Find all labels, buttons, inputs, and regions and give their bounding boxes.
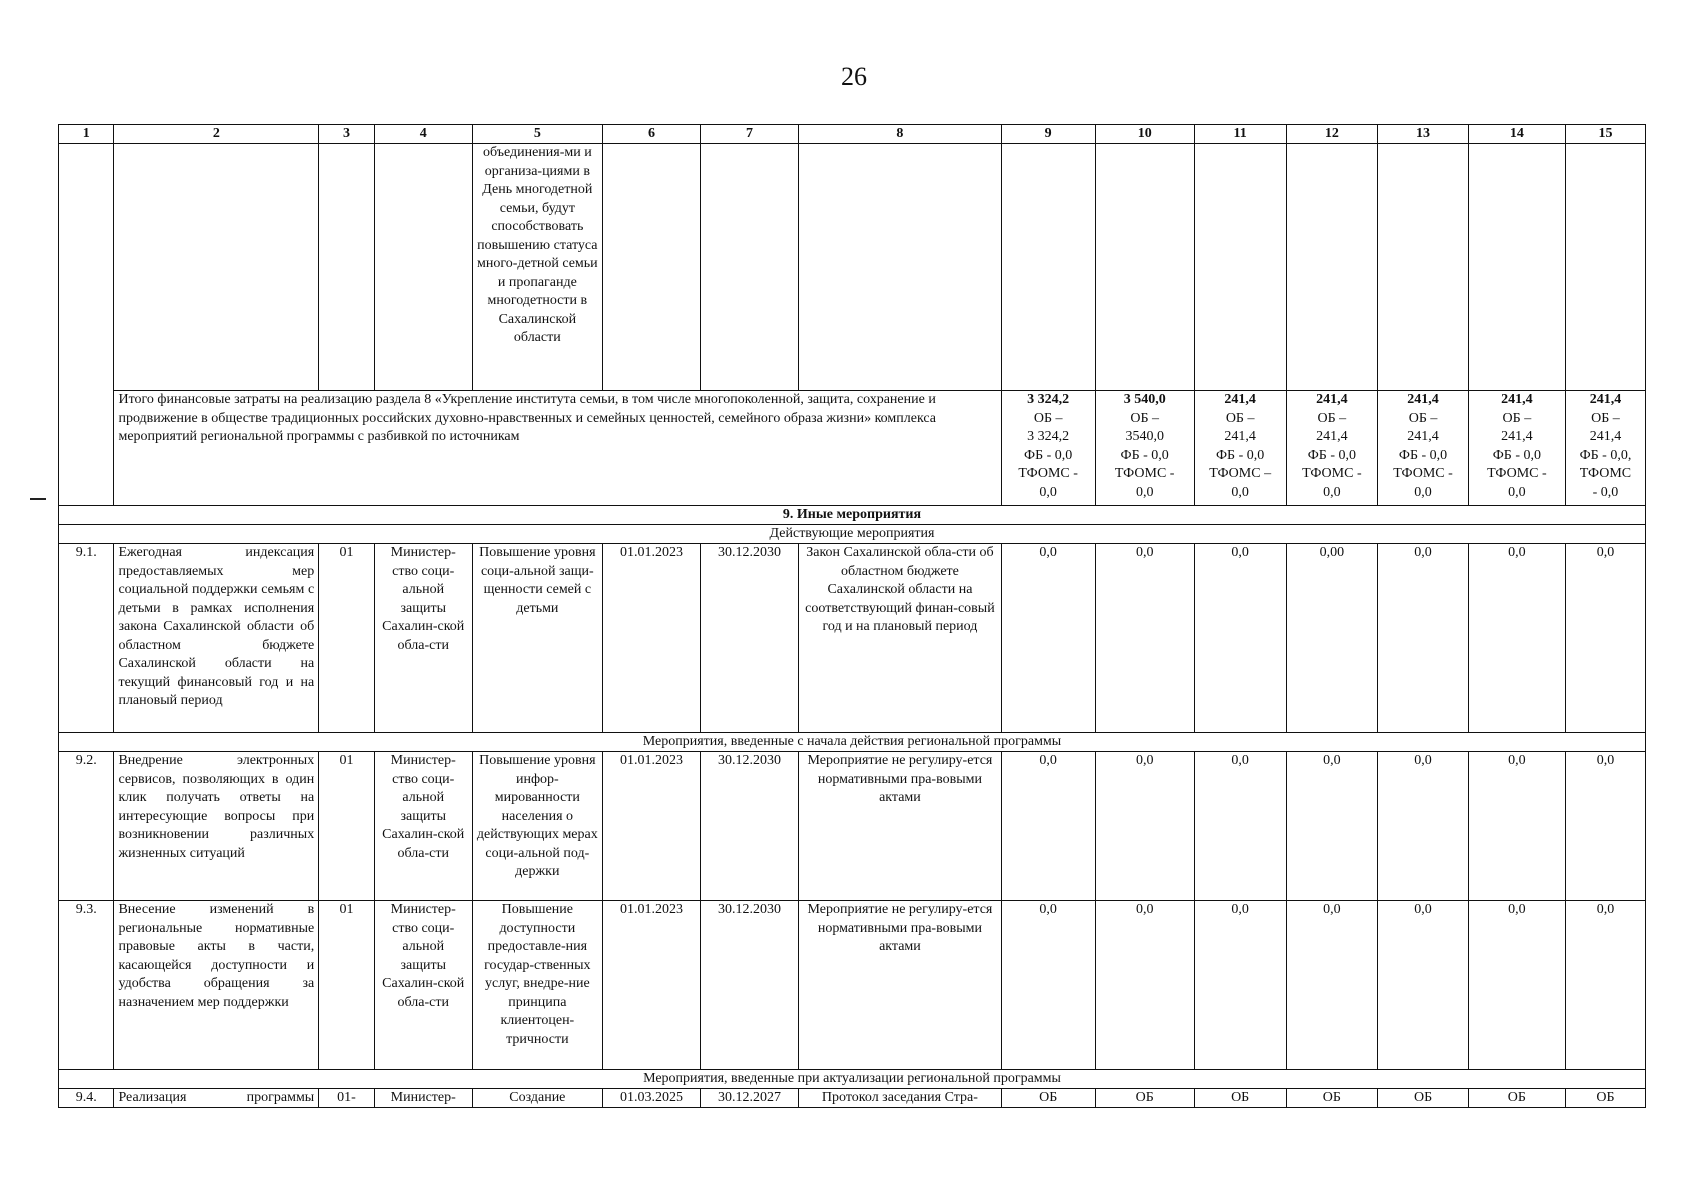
row-number: 9.4.: [59, 1089, 114, 1108]
tfoms-label: ТФОМС -: [1114, 466, 1175, 481]
section-title-row: [59, 506, 1646, 525]
tfoms-value: 0,0: [1039, 484, 1057, 500]
ob-value: 241,4: [1316, 429, 1348, 444]
basis-cell: Мероприятие не регулиру-ется нормативными пра-вовыми актами: [799, 752, 1002, 901]
result-cell: Создание: [472, 1089, 602, 1108]
col-header: 3: [319, 125, 374, 144]
value-cell: 0,0: [1095, 901, 1194, 1070]
subsection-row: [59, 525, 1646, 544]
value-cell: 0,0: [1468, 752, 1565, 901]
tfoms-label: ТФОМС: [1579, 466, 1632, 481]
value-cell: 0,0: [1565, 901, 1645, 1070]
value-cell: ОБ: [1565, 1089, 1645, 1108]
total-label: Итого финансовые затраты на реализацию раздела 8 «Укрепление института семьи, в том числе многопоколенной, защита, сохранение и продвижение в обществе традиционных российских духовно-нравственных и семейных ценностей, семейного образа жизни» комплекса мероприятий региональной программы с разбивкой по источникам: [114, 391, 1001, 506]
section-total-row: [59, 391, 1646, 506]
col-header: 1: [59, 125, 114, 144]
fb-value: ФБ - 0,0: [1120, 447, 1169, 463]
fb-value: ФБ - 0,0,: [1579, 447, 1632, 463]
value-cell: ОБ: [1095, 1089, 1194, 1108]
total-cell: [1095, 391, 1194, 506]
col-header: 10: [1095, 125, 1194, 144]
tfoms-label: ТФОМС -: [1302, 466, 1362, 481]
col-header: 11: [1194, 125, 1286, 144]
total-cell: [1565, 391, 1645, 506]
result-cell: Повышение уровня соци-альной защи-щенности семей с детьми: [472, 544, 602, 733]
ob-label: ОБ –: [1033, 410, 1063, 426]
continuation-row: [59, 144, 1646, 391]
measure-name: Реализация программы: [114, 1089, 319, 1108]
measure-name: Ежегодная индексация предоставляемых мер социальной поддержки семьям с детьми в рамках исполнения закона Сахалинской области об областном бюджете Сахалинской области на текущий финансовый год и на плановый период: [114, 544, 319, 733]
row-number: 9.3.: [59, 901, 114, 1070]
ob-value: 241,4: [1589, 429, 1622, 444]
code-cell: 01-: [319, 1089, 374, 1108]
value-cell: 0,0: [1378, 544, 1469, 733]
subsection-title: Мероприятия, введенные с начала действия региональной программы: [59, 733, 1646, 752]
tfoms-label: ТФОМС -: [1018, 466, 1078, 481]
start-date: 01.01.2023: [602, 901, 700, 1070]
ob-value: 3540,0: [1125, 429, 1164, 444]
table-cell: [374, 144, 472, 391]
ob-value: 3 324,2: [1027, 429, 1070, 444]
ob-label: ОБ –: [1130, 410, 1160, 426]
code-cell: 01: [319, 544, 374, 733]
value-cell: ОБ: [1378, 1089, 1469, 1108]
measure-name: Внесение изменений в региональные нормативные правовые акты в части, касающейся доступности и удобства обращения за назначением мер поддержки: [114, 901, 319, 1070]
subsection-title: Действующие мероприятия: [59, 525, 1646, 544]
col-header: 12: [1286, 125, 1378, 144]
row-number: 9.1.: [59, 544, 114, 733]
value-cell: 0,0: [1095, 544, 1194, 733]
end-date: 30.12.2030: [701, 752, 799, 901]
measure-name: Внедрение электронных сервисов, позволяющих в один клик получать ответы на интересующие вопросы при возникновении различных жизненных ситуаций: [114, 752, 319, 901]
section-title: 9. Иные мероприятия: [59, 506, 1646, 525]
ob-label: ОБ –: [1408, 410, 1438, 426]
executor-cell: Министер-ство соци-альной защиты Сахалин-ской обла-сти: [374, 544, 472, 733]
table-cell: [59, 144, 114, 506]
tfoms-value: 0,0: [1135, 484, 1154, 500]
basis-cell: Мероприятие не регулиру-ется нормативными пра-вовыми актами: [799, 901, 1002, 1070]
value-cell: 0,0: [1001, 544, 1095, 733]
col-header: 7: [701, 125, 799, 144]
tfoms-value: 0,0: [1231, 484, 1249, 500]
ob-label: ОБ –: [1502, 410, 1532, 426]
table-row: [59, 1089, 1646, 1108]
end-date: 30.12.2030: [701, 901, 799, 1070]
table-cell: [1468, 144, 1565, 391]
col-header: 5: [472, 125, 602, 144]
start-date: 01.01.2023: [602, 544, 700, 733]
total-cell: [1468, 391, 1565, 506]
ob-label: ОБ –: [1317, 410, 1347, 426]
total-cell: [1194, 391, 1286, 506]
code-cell: 01: [319, 752, 374, 901]
value-cell: ОБ: [1286, 1089, 1378, 1108]
executor-cell: Министер-ство соци-альной защиты Сахалин-ской обла-сти: [374, 901, 472, 1070]
value-cell: 0,0: [1286, 901, 1378, 1070]
basis-cell: Закон Сахалинской обла-сти об областном бюджете Сахалинской области на соответствующий финан-совый год и на плановый период: [799, 544, 1002, 733]
code-cell: 01: [319, 901, 374, 1070]
total-cell: [1286, 391, 1378, 506]
value-cell: ОБ: [1001, 1089, 1095, 1108]
total-value: 241,4: [1501, 392, 1533, 407]
executor-cell: Министер-: [374, 1089, 472, 1108]
total-value: 241,4: [1589, 392, 1622, 407]
value-cell: 0,0: [1194, 752, 1286, 901]
result-cell: Повышение уровня инфор-мированности населения о действующих мерах соци-альной под-держки: [472, 752, 602, 901]
col-header: 13: [1378, 125, 1469, 144]
table-cell: [1001, 144, 1095, 391]
total-value: 3 540,0: [1123, 392, 1166, 407]
column-number-row: [59, 125, 1646, 144]
basis-cell: Протокол заседания Стра-: [799, 1089, 1002, 1108]
subsection-row: [59, 733, 1646, 752]
expected-result-cell: объединения-ми и организа-циями в День многодетной семьи, будут способствовать повышению статуса много-детной семьи и пропаганде многодетности в Сахалинской области: [472, 144, 602, 391]
value-cell: 0,0: [1378, 752, 1469, 901]
ob-label: ОБ –: [1591, 410, 1620, 426]
executor-cell: Министер-ство соци-альной защиты Сахалин-ской обла-сти: [374, 752, 472, 901]
end-date: 30.12.2027: [701, 1089, 799, 1108]
total-cell: [1001, 391, 1095, 506]
ob-value: 241,4: [1501, 429, 1533, 444]
tfoms-value: 0,0: [1323, 484, 1341, 500]
value-cell: 0,0: [1095, 752, 1194, 901]
table-cell: [701, 144, 799, 391]
col-header: 4: [374, 125, 472, 144]
total-value: 241,4: [1407, 392, 1439, 407]
value-cell: 0,0: [1565, 752, 1645, 901]
row-number: 9.2.: [59, 752, 114, 901]
total-cell: [1378, 391, 1469, 506]
col-header: 14: [1468, 125, 1565, 144]
tfoms-label: ТФОМС -: [1487, 466, 1547, 481]
result-cell: Повышение доступности предоставле-ния государ-ственных услуг, внедре-ние принципа клиентоцен-тричности: [472, 901, 602, 1070]
ob-value: 241,4: [1224, 429, 1256, 444]
table-cell: [602, 144, 700, 391]
tfoms-label: ТФОМС –: [1209, 466, 1272, 481]
table-cell: [114, 144, 319, 391]
ob-label: ОБ –: [1225, 410, 1255, 426]
table-cell: [1286, 144, 1378, 391]
table-cell: [799, 144, 1002, 391]
total-value: 241,4: [1224, 392, 1256, 407]
table-cell: [319, 144, 374, 391]
col-header: 2: [114, 125, 319, 144]
value-cell: 0,0: [1468, 901, 1565, 1070]
table-row: [59, 901, 1646, 1070]
tfoms-value: 0,0: [1414, 484, 1432, 500]
table-cell: [1095, 144, 1194, 391]
value-cell: 0,0: [1194, 901, 1286, 1070]
value-cell: 0,0: [1194, 544, 1286, 733]
fb-value: ФБ - 0,0: [1492, 447, 1542, 463]
tfoms-label: ТФОМС -: [1393, 466, 1453, 481]
col-header: 6: [602, 125, 700, 144]
total-value: 3 324,2: [1027, 392, 1070, 407]
measures-table: [58, 124, 1646, 1108]
value-cell: ОБ: [1468, 1089, 1565, 1108]
tfoms-value: 0,0: [1508, 484, 1526, 500]
table-cell: [1378, 144, 1469, 391]
table-row: [59, 544, 1646, 733]
value-cell: 0,0: [1001, 901, 1095, 1070]
fb-value: ФБ - 0,0: [1307, 447, 1356, 463]
start-date: 01.01.2023: [602, 752, 700, 901]
value-cell: 0,0: [1468, 544, 1565, 733]
fb-value: ФБ - 0,0: [1398, 447, 1448, 463]
ob-value: 241,4: [1407, 429, 1439, 444]
value-cell: 0,0: [1378, 901, 1469, 1070]
value-cell: 0,0: [1001, 752, 1095, 901]
subsection-title: Мероприятия, введенные при актуализации региональной программы: [59, 1070, 1646, 1089]
total-value: 241,4: [1316, 392, 1348, 407]
subsection-row: [59, 1070, 1646, 1089]
value-cell: 0,0: [1565, 544, 1645, 733]
table-cell: [1194, 144, 1286, 391]
fb-value: ФБ - 0,0: [1024, 447, 1073, 463]
fb-value: ФБ - 0,0: [1216, 447, 1265, 463]
col-header: 8: [799, 125, 1002, 144]
table-cell: [1565, 144, 1645, 391]
start-date: 01.03.2025: [602, 1089, 700, 1108]
value-cell: ОБ: [1194, 1089, 1286, 1108]
value-cell: 0,0: [1286, 752, 1378, 901]
table-row: [59, 752, 1646, 901]
tfoms-value: - 0,0: [1592, 484, 1619, 500]
end-date: 30.12.2030: [701, 544, 799, 733]
page-number: 26: [841, 62, 867, 91]
col-header: 9: [1001, 125, 1095, 144]
margin-mark: [30, 498, 46, 500]
col-header: 15: [1565, 125, 1645, 144]
value-cell: 0,00: [1286, 544, 1378, 733]
